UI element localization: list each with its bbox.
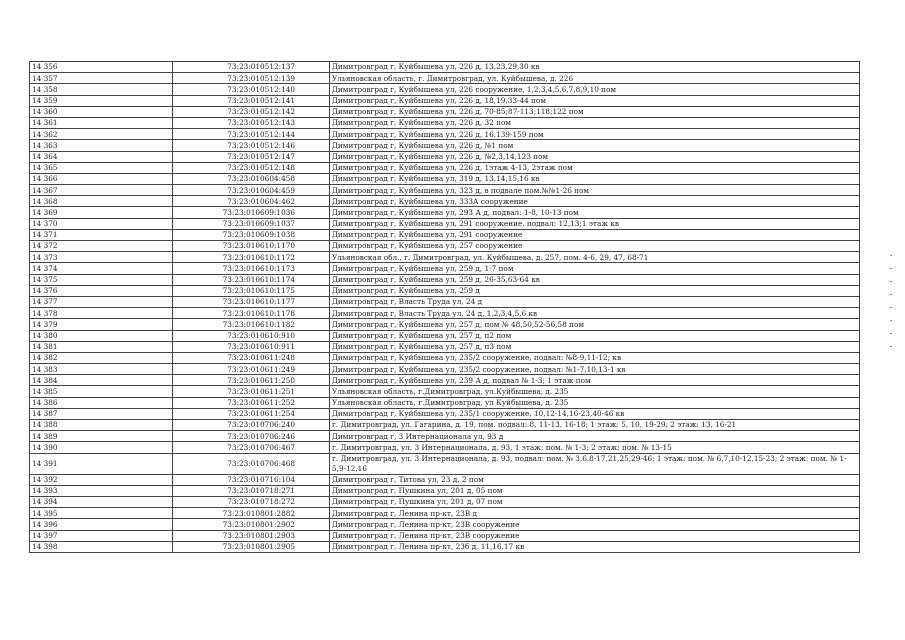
row-number-cell: 14 375 (30, 274, 173, 285)
address-cell: Димитровград г, Куйбышева ул, 226 д, №1 пом (330, 140, 860, 151)
row-number-cell: 14 368 (30, 196, 173, 207)
address-cell: Димитровград г, Ленина пр-кт, 23В сооружение (330, 519, 860, 530)
row-number-cell: 14 381 (30, 341, 173, 352)
row-number-cell: 14 365 (30, 162, 173, 173)
cadastral-number-cell: 73:23:010706:240 (173, 420, 330, 431)
row-number-cell: 14 392 (30, 474, 173, 485)
row-number-cell: 14 380 (30, 330, 173, 341)
row-number-cell: 14 386 (30, 397, 173, 408)
cadastral-number-cell: 73:23:010512:144 (173, 129, 330, 140)
table-row (30, 453, 860, 474)
cadastral-number-cell: 73:23:010611:248 (173, 352, 330, 363)
row-number-cell: 14 385 (30, 386, 173, 397)
table-row (30, 84, 860, 95)
table-row (30, 151, 860, 162)
table-row (30, 431, 860, 442)
cadastral-number-cell: 73:23:010610:1170 (173, 241, 330, 252)
cadastral-number-cell: 73:23:010610:1182 (173, 319, 330, 330)
cadastral-number-cell: 73:23:010706:468 (173, 453, 330, 474)
address-cell: Димитровград г, Куйбышева ул, 239 А д, подвал № 1-3; 1 этаж пом (330, 375, 860, 386)
address-cell: Димитровград г, Куйбышева ул, 291 сооружение, подвал: 12,13;1 этаж кв (330, 218, 860, 229)
row-number-cell: 14 396 (30, 519, 173, 530)
table-row (30, 274, 860, 285)
table-row (30, 330, 860, 341)
row-number-cell: 14 366 (30, 173, 173, 184)
cadastral-number-cell: 73:23:010512:140 (173, 84, 330, 95)
address-cell: Димитровград г, Куйбышева ул, 226 д, 70-85;87-113;118;122 пом (330, 106, 860, 117)
table-row (30, 229, 860, 240)
table-row (30, 73, 860, 84)
address-cell: Димитровград г, Куйбышева ул, 323 д, в подвале пом.№№1-26 пом (330, 185, 860, 196)
table-row (30, 285, 860, 296)
cadastral-number-cell: 73:23:010706:467 (173, 442, 330, 453)
cadastral-number-cell: 73:23:010611:254 (173, 408, 330, 419)
table-row (30, 352, 860, 363)
cadastral-number-cell: 73:23:010609:1036 (173, 207, 330, 218)
cadastral-number-cell: 73:23:010610:1174 (173, 274, 330, 285)
table-row (30, 397, 860, 408)
cadastral-number-cell: 73:23:010609:1037 (173, 218, 330, 229)
address-cell: Димитровград г, Куйбышева ул, 293 А д, подвал: 1-8, 10-13 пом (330, 207, 860, 218)
address-cell: Димитровград г, Куйбышева ул, 235/1 сооружение, 10,12-14,16-23,40-46 кв (330, 408, 860, 419)
cadastral-number-cell: 73:23:010610:1172 (173, 252, 330, 263)
address-cell: Димитровград г, Куйбышева ул, 226 д, 16,139-159 пом (330, 129, 860, 140)
address-cell: Димитровград г, Власть Труда ул, 24 д (330, 296, 860, 307)
row-number-cell: 14 374 (30, 263, 173, 274)
address-cell: Димитровград г, Куйбышева ул, 333А сооружение (330, 196, 860, 207)
cadastral-number-cell: 73:23:010611:249 (173, 364, 330, 375)
row-number-cell: 14 358 (30, 84, 173, 95)
row-number-cell: 14 382 (30, 352, 173, 363)
address-cell: Димитровград г, Куйбышева ул, 226 д, 13,23,29,30 кв (330, 62, 860, 73)
cadastral-number-cell: 73:23:010610:911 (173, 341, 330, 352)
cadastral-number-cell: 73:23:010610:1175 (173, 285, 330, 296)
property-register-table (29, 61, 860, 553)
cadastral-number-cell: 73:23:010610:1173 (173, 263, 330, 274)
row-number-cell: 14 363 (30, 140, 173, 151)
address-cell: Димитровград г, Куйбышева ул, 259 д, 1-7 пом (330, 263, 860, 274)
address-cell: Димитровград г, Куйбышева ул, 226 сооружение, 1,2,3,4,5,6,7,8,9,10 пом (330, 84, 860, 95)
address-cell: Димитровград г, Пушкина ул, 201 д, 07 пом (330, 496, 860, 507)
table-row (30, 508, 860, 519)
address-cell: Ульяновская область, г.Димитровград, ул Куйбышева, д. 235 (330, 397, 860, 408)
cadastral-number-cell: 73:23:010512:143 (173, 117, 330, 128)
cadastral-number-cell: 73:23:010604:462 (173, 196, 330, 207)
cadastral-number-cell: 73:23:010512:147 (173, 151, 330, 162)
address-cell: Димитровград г, Куйбышева ул, 226 д, 18,19,33-44 пом (330, 95, 860, 106)
address-cell: Димитровград г, Пушкина ул, 201 д, 05 пом (330, 485, 860, 496)
table-row (30, 106, 860, 117)
cadastral-number-cell: 73:23:010801:2902 (173, 519, 330, 530)
table-row (30, 252, 860, 263)
cadastral-number-cell: 73:23:010718:271 (173, 485, 330, 496)
address-cell: Димитровград г, Куйбышева ул, 291 сооружение (330, 229, 860, 240)
row-number-cell: 14 356 (30, 62, 173, 73)
address-cell: Димитровград г, Куйбышева ул, 257 д, п2 пом (330, 330, 860, 341)
row-number-cell: 14 393 (30, 485, 173, 496)
address-cell: Димитровград г, Куйбышева ул, 235/2 сооружение, подвал: №8-9,11-12; кв (330, 352, 860, 363)
address-cell: Ульяновская обл., г. Димитровград, ул. Куйбышева, д. 257, пом. 4-6, 29, 47, 68-71 (330, 252, 860, 263)
table-row (30, 408, 860, 419)
table-row (30, 241, 860, 252)
row-number-cell: 14 384 (30, 375, 173, 386)
cadastral-number-cell: 73:23:010706:246 (173, 431, 330, 442)
cadastral-number-cell: 73:23:010718:272 (173, 496, 330, 507)
cadastral-number-cell: 73:23:010609:1038 (173, 229, 330, 240)
table-row (30, 386, 860, 397)
row-number-cell: 14 389 (30, 431, 173, 442)
cadastral-number-cell: 73:23:010604:458 (173, 173, 330, 184)
table-row (30, 117, 860, 128)
table-row (30, 319, 860, 330)
address-cell: Димитровград г, Ленина пр-кт, 23В д (330, 508, 860, 519)
cadastral-number-cell: 73:23:010512:142 (173, 106, 330, 117)
cadastral-number-cell: 73:23:010512:148 (173, 162, 330, 173)
table-row (30, 496, 860, 507)
cadastral-number-cell: 73:23:010611:250 (173, 375, 330, 386)
address-cell: Димитровград г, Куйбышева ул, 259 д, 26-35,63-64 кв (330, 274, 860, 285)
table-row (30, 129, 860, 140)
address-cell: Димитровград г, Куйбышева ул, 319 д, 13,14,15,16 кв (330, 173, 860, 184)
table-row (30, 263, 860, 274)
table-row (30, 474, 860, 485)
table-row (30, 442, 860, 453)
row-number-cell: 14 398 (30, 541, 173, 552)
table-row (30, 420, 860, 431)
table-row (30, 207, 860, 218)
row-number-cell: 14 383 (30, 364, 173, 375)
row-number-cell: 14 372 (30, 241, 173, 252)
address-cell: Димитровград г, Куйбышева ул, 235/2 сооружение, подвал: №1-7,10,13-1 кв (330, 364, 860, 375)
cadastral-number-cell: 73:23:010512:137 (173, 62, 330, 73)
table-row (30, 530, 860, 541)
row-number-cell: 14 367 (30, 185, 173, 196)
address-cell: Димитровград г, Ленина пр-кт, 23В сооружение (330, 530, 860, 541)
cadastral-number-cell: 73:23:010512:141 (173, 95, 330, 106)
table-row (30, 364, 860, 375)
row-number-cell: 14 377 (30, 296, 173, 307)
row-number-cell: 14 395 (30, 508, 173, 519)
row-number-cell: 14 364 (30, 151, 173, 162)
row-number-cell: 14 378 (30, 308, 173, 319)
address-cell: Димитровград г, Куйбышева ул, 226 д, 32 пом (330, 117, 860, 128)
row-number-cell: 14 376 (30, 285, 173, 296)
cadastral-number-cell: 73:23:010610:1177 (173, 296, 330, 307)
address-cell: Димитровград г, Куйбышева ул, 257 д, п3 пом (330, 341, 860, 352)
table-row (30, 196, 860, 207)
table-row (30, 375, 860, 386)
address-cell: Димитровград г, Куйбышева ул, 226 д, №2,3,14,123 пом (330, 151, 860, 162)
row-number-cell: 14 359 (30, 95, 173, 106)
cadastral-number-cell: 73:23:010604:459 (173, 185, 330, 196)
address-cell: Димитровград г, Куйбышева ул, 259 д (330, 285, 860, 296)
table-row (30, 62, 860, 73)
table-row (30, 185, 860, 196)
table-row (30, 95, 860, 106)
row-number-cell: 14 362 (30, 129, 173, 140)
address-cell: Ульяновская область, г.Димитровград, ул.Куйбышева, д. 235 (330, 386, 860, 397)
row-number-cell: 14 371 (30, 229, 173, 240)
table-row (30, 140, 860, 151)
row-number-cell: 14 357 (30, 73, 173, 84)
table-row (30, 485, 860, 496)
cadastral-number-cell: 73:23:010716:104 (173, 474, 330, 485)
table-row (30, 173, 860, 184)
cadastral-number-cell: 73:23:010610:1178 (173, 308, 330, 319)
address-cell: Димитровград г, Куйбышева ул, 226 д, 1этаж 4-13, 2этаж пом (330, 162, 860, 173)
row-number-cell: 14 388 (30, 420, 173, 431)
row-number-cell: 14 387 (30, 408, 173, 419)
cadastral-number-cell: 73:23:010512:139 (173, 73, 330, 84)
table-row (30, 308, 860, 319)
table-row (30, 162, 860, 173)
row-number-cell: 14 394 (30, 496, 173, 507)
table-row (30, 519, 860, 530)
cadastral-number-cell: 73:23:010801:2882 (173, 508, 330, 519)
table-row (30, 541, 860, 552)
row-number-cell: 14 390 (30, 442, 173, 453)
row-number-cell: 14 360 (30, 106, 173, 117)
cadastral-number-cell: 73:23:010801:2905 (173, 541, 330, 552)
address-cell: г. Димитровград, ул. Гагарина, д. 19, пом. подвал: 8, 11-13, 16-18; 1 этаж: 5, 10, 19-29; 2 этаж: 13, 16-21 (330, 420, 860, 431)
address-cell: Димитровград г, Куйбышева ул, 257 д, пом № 48,50,52-56,58 пом (330, 319, 860, 330)
address-cell: Ульяновская область, г. Димитровград, ул. Куйбышева, д. 226 (330, 73, 860, 84)
address-cell: Димитровград г, Ленина пр-кт, 23б д, 11,16,17 кв (330, 541, 860, 552)
row-number-cell: 14 379 (30, 319, 173, 330)
address-cell: г. Димитровград, ул. 3 Интернационала, д. 93, подвал: пом. № 3,6,8-17,21,25,29-46; 1 этаж: пом. № 6,7,10-12,15-23; 2 этаж: пом. № 1-5,9-12,16 (330, 453, 860, 474)
row-number-cell: 14 369 (30, 207, 173, 218)
address-cell: Димитровград г, Власть Труда ул, 24 д, 1,2,3,4,5,6 кв (330, 308, 860, 319)
row-number-cell: 14 373 (30, 252, 173, 263)
table-row (30, 296, 860, 307)
row-number-cell: 14 361 (30, 117, 173, 128)
cadastral-number-cell: 73:23:010801:2903 (173, 530, 330, 541)
cadastral-number-cell: 73:23:010610:910 (173, 330, 330, 341)
cadastral-number-cell: 73:23:010611:251 (173, 386, 330, 397)
row-number-cell: 14 397 (30, 530, 173, 541)
table-row (30, 341, 860, 352)
address-cell: Димитровград г, Куйбышева ул, 257 сооружение (330, 241, 860, 252)
table-row (30, 218, 860, 229)
address-cell: Димитровград г, Титова ул, 23 д, 2 пом (330, 474, 860, 485)
row-number-cell: 14 370 (30, 218, 173, 229)
cadastral-number-cell: 73:23:010611:252 (173, 397, 330, 408)
row-number-cell: 14 391 (30, 453, 173, 474)
cadastral-number-cell: 73:23:010512:146 (173, 140, 330, 151)
table-body (30, 62, 860, 553)
address-cell: г. Димитровград, ул. 3 Интернационала, д. 93, 1 этаж: пом. № 1-3; 2 этаж: пом. № 13-15 (330, 442, 860, 453)
scan-artifacts (888, 255, 896, 375)
address-cell: Димитровград г, 3 Интернационала ул, 93 д (330, 431, 860, 442)
